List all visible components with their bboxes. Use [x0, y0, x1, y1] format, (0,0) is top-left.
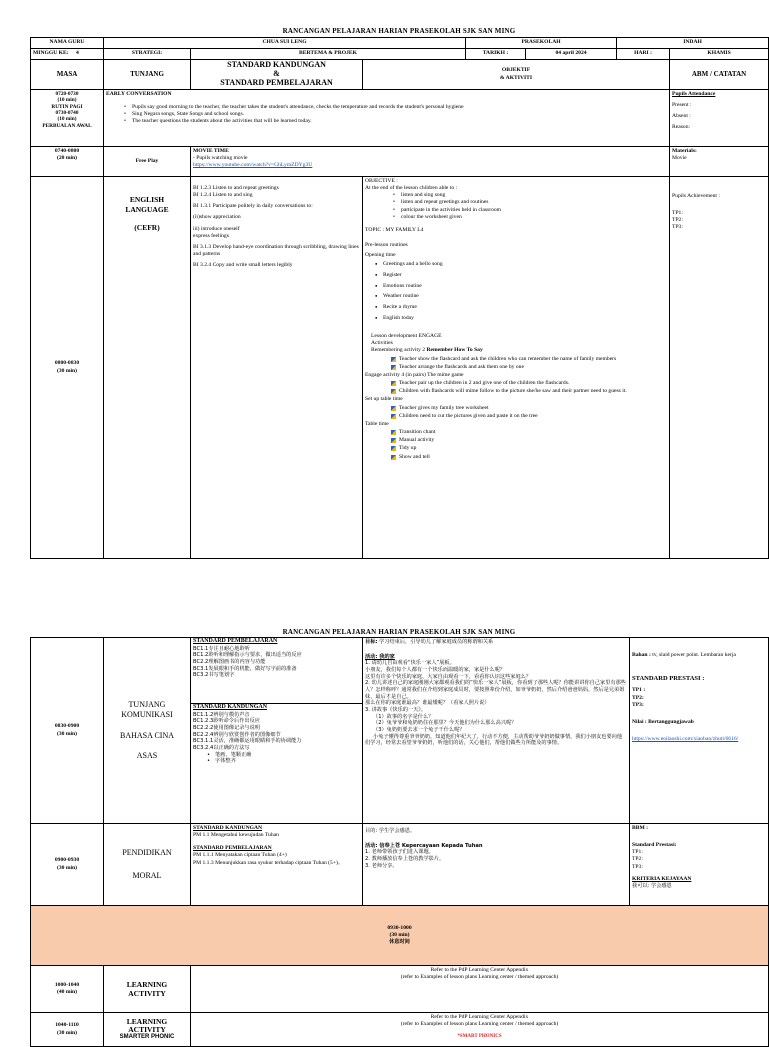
- col-objektif-l1: OBJEKTIF: [501, 67, 531, 74]
- materials-title: Materials:: [672, 148, 697, 154]
- header-row-2: [31, 49, 769, 60]
- attendance-absent: Absent :: [672, 113, 691, 120]
- chinese-time-cell: [31, 638, 104, 824]
- moral-row: [31, 824, 769, 906]
- date-value: 04 april 2024: [526, 49, 617, 60]
- moral-sp-item: PM 1.1.1 Menyatakan ciptaan Tuhan (4+): [193, 852, 287, 859]
- chinese-sk-block: [191, 703, 362, 765]
- english-standard: (ii)show appreciation: [193, 214, 241, 221]
- chinese-reference-link[interactable]: https://www.eoilaoshi.com/xiaoban/zhuti/6616/: [632, 736, 739, 743]
- chinese-sk-bullets: [193, 752, 360, 765]
- chinese-nilai: Nilai : Bertanggungjawab: [632, 718, 694, 725]
- strategy-value: BERTEMA & PROJEK: [191, 49, 466, 60]
- rest-row: [31, 906, 769, 966]
- table-time-list: [365, 429, 667, 461]
- col-standard: [191, 60, 363, 90]
- early-items: [106, 104, 667, 125]
- engage4-item: Teacher pair up the children in 2 and give one of the children the flashcards.: [365, 380, 667, 387]
- chinese-goal: [365, 639, 627, 646]
- moral-tp3: TP3:: [632, 863, 643, 870]
- freeplay-content: [191, 147, 670, 177]
- header-row-1: [31, 38, 769, 49]
- moral-dur: (30 min): [56, 864, 78, 871]
- remember-heading: [365, 347, 667, 354]
- learning1-tunjang: [104, 966, 191, 1013]
- opening-item: ● English today: [365, 313, 667, 324]
- learning-activity-row-1: [31, 966, 769, 1013]
- chinese-act-line: 那么在你的家庭谁最高？谁最矮呢？（看家人照片说）: [365, 700, 490, 707]
- remember-list: [365, 356, 667, 371]
- learning2-tunjang: [104, 1013, 191, 1047]
- freeplay-tunjang: Free Play: [104, 147, 191, 177]
- pre-lesson: Pre-lesson routines: [365, 242, 408, 249]
- moral-sp-title: STANDARD PEMBELAJARAN: [193, 845, 272, 852]
- chinese-tunjang-l4: ASAS: [136, 750, 158, 760]
- chinese-goal-label: 目标:: [365, 639, 378, 645]
- chinese-bahan-label: Bahan :: [632, 652, 651, 658]
- chinese-sk-bullet: • 笔画、笔顺正确: [201, 752, 360, 759]
- learning1-line1: Refer to the PdP Learning Center Appendix: [430, 967, 529, 973]
- moral-sp: Standard Prestasi:: [632, 842, 677, 849]
- chinese-time: 0830-0900: [54, 723, 80, 730]
- chinese-sp-item: BC2.2理解图画书的内容与功能: [193, 658, 266, 665]
- chinese-sk-item: BC3.2.4以正确的方法写: [193, 744, 250, 751]
- opening-item: ● Register: [365, 270, 667, 281]
- tp3: TP3:: [672, 224, 683, 231]
- chinese-sk-bullet: • 字体整齐: [201, 758, 360, 765]
- english-standard: BI 3.2.4 Copy and write small letters legibly: [193, 262, 293, 269]
- free-play-row: [31, 147, 769, 177]
- early-time2: 0730-0740: [55, 110, 79, 117]
- chinese-sk-item: BC2.2.4辨别与欣赏创作者的图像细节: [193, 731, 281, 738]
- col-objektif-l2: & AKTIVITI: [499, 74, 533, 81]
- activities-label: Activities: [371, 340, 393, 347]
- english-standard: iii) introduce oneself: [193, 225, 240, 232]
- class-name: INDAH: [617, 38, 769, 49]
- col-objektif: [363, 60, 670, 90]
- early-time-cell: [31, 90, 104, 147]
- remember-item: Teacher arrange the flashcards and ask them one by one: [365, 364, 667, 371]
- moral-time-cell: [31, 824, 104, 906]
- opening-item: ● Weather routine: [365, 291, 667, 302]
- freeplay-time: 0740-0800: [54, 148, 80, 154]
- lesson-plan-table-2: [30, 637, 769, 1047]
- chinese-tp2: TP2:: [632, 694, 644, 701]
- chinese-act-line: 2. 幼儿讲述自己的家庭刚刚大家都观看我们的“快乐一家人”展板，你看到了那些人呢？你能讲讲你自己家里有那些人？怎样称呼？通常我们在介绍到家庭成员时，要按照辈份介绍，如爷爷奶奶，然后介绍爸爸妈妈，然后是兄弟姐妹，最后才是自己。: [365, 680, 626, 700]
- engage4-list: [365, 380, 667, 395]
- date-label: TARIKH :: [466, 49, 526, 60]
- table-time-item: Transition chant: [365, 429, 667, 436]
- learning2-tunjang-l1: LEARNING: [126, 1016, 168, 1026]
- lesson-development: Lesson development ENGAGE: [371, 333, 442, 340]
- table-time: Table time: [365, 420, 389, 427]
- teacher-name: CHUA SUI LENG: [104, 38, 466, 49]
- table-time-item: Manual activity: [365, 437, 667, 444]
- tp2: TP2:: [672, 217, 683, 224]
- strategy-label: STRATEGI:: [104, 49, 191, 60]
- english-achievement: [670, 177, 769, 559]
- opening-item: ● Greetings and a hello song: [365, 259, 667, 270]
- english-activities: [363, 177, 670, 559]
- chinese-act-line: 3. 讲故事《快乐的一天》。: [365, 706, 427, 713]
- rest-cell: [31, 906, 769, 966]
- learning2-time-cell: [31, 1013, 104, 1047]
- chinese-sp-item: BC3.2书写笔划字: [193, 672, 235, 679]
- moral-time: 0900-0930: [54, 857, 80, 864]
- chinese-act-line: （1）故事的名字是什么？: [373, 713, 434, 720]
- col-standard-l1: STANDARD KANDUNGAN: [227, 60, 326, 70]
- remember-bold: Remember How To Say: [426, 347, 483, 354]
- chinese-act-line: 1. 请幼儿自由观看“快乐一家人”展板。: [365, 660, 455, 667]
- learning1-time: 1000-1040: [54, 981, 80, 988]
- early-item: • Sing Negara songs, State Songs and school songs.: [118, 111, 667, 118]
- chinese-notes: [630, 638, 769, 824]
- chinese-act-line: （2）兔爷爷和兔奶奶住在那里？今天他们为什么那么高兴呢？: [373, 720, 517, 727]
- chinese-activities: [363, 638, 630, 824]
- chinese-dur: (30 min): [56, 730, 78, 737]
- learning1-dur: (40 min): [56, 989, 78, 995]
- col-standard-l3: STANDARD PEMBELAJARAN: [220, 77, 333, 87]
- english-dur: (30 min): [56, 367, 78, 374]
- chinese-bahan-text: tv, slaid power point. Lembaran kerja: [652, 652, 736, 658]
- moral-act-item: 1. 老师带领孩子们进入课题。: [365, 849, 434, 856]
- chinese-sp-title: STANDARD PEMBELAJARAN: [193, 638, 278, 644]
- moral-notes: [630, 824, 769, 906]
- chinese-sp-item: BC1.2聆听和理解指示与要求，做出适当的反应: [193, 652, 302, 659]
- chinese-sp: STANDARD PRESTASI :: [632, 675, 705, 683]
- objective-title: OBJECTIVE :: [365, 178, 398, 184]
- lesson-plan-page-1: [30, 27, 768, 559]
- week-label: MINGGU KE:: [33, 50, 69, 57]
- materials-value: Movie: [672, 155, 687, 162]
- english-standard: BI 3.1.3 Develop hand-eye coordination through scribbling, drawing lines and patterns: [193, 243, 359, 258]
- early-heading: EARLY CONVERSATION: [106, 91, 172, 97]
- freeplay-movie-link[interactable]: https://www.youtube.com/watch?v=GhLymZDYg3U: [193, 162, 313, 169]
- opening-item: ● Emotions routine: [365, 281, 667, 292]
- table-time-item: Tidy up: [365, 445, 667, 452]
- smart-phonics-note: *SMART PHONICS: [457, 1034, 502, 1040]
- moral-act-title: 信奉上苍 Kepercayaan Kepada Tuhan: [379, 842, 483, 849]
- chinese-sk-item: BC1.1.2辨别与模仿声音: [193, 711, 250, 718]
- col-tunjang: TUNJANG: [104, 60, 191, 90]
- remember-prefix: Remembering activity 2: [371, 347, 427, 354]
- chinese-tp3: TP3:: [632, 701, 644, 708]
- freeplay-desc: - Pupils watching movie: [193, 155, 248, 162]
- table-setup-list: [365, 405, 667, 420]
- early-item: • Pupils say good morning to the teacher, the teacher takes the student's attendance, checks the temperature and records the student's personal hygiene: [118, 104, 667, 111]
- moral-tp1: TP1:: [632, 849, 643, 856]
- col-masa: MASA: [31, 60, 104, 90]
- chinese-act-line: 小兔子懂得尊重爷爷奶奶，知道他们年纪大了，行动不方便，主动帮助爷爷奶奶做事情，我们小朋友也要向他们学习，经常去看望爷爷奶奶，听他们的话，关心他们，帮他们做些力所能及的事情。: [365, 733, 623, 747]
- learning1-tunjang-l2: ACTIVITY: [128, 989, 166, 998]
- chinese-act-line: 这里有许多个快乐的家庭，大家自由观看一下，看看你认识这些家庭么？: [365, 673, 532, 680]
- chinese-tp1: TP1 :: [632, 687, 646, 694]
- attendance-cell: [670, 90, 769, 147]
- english-row: [31, 177, 769, 559]
- chinese-sk-item: BC1.2.3聆听命令后作出反应: [193, 718, 260, 725]
- moral-sk-item: PM 1.1 Mengetahui kewujudan Tuhan: [193, 832, 279, 839]
- objective-list: [365, 192, 667, 221]
- moral-sp-item: PM 1.1.3 Menunjukkan rasa syukur terhadap ciptaan Tuhan (5+)。: [193, 859, 344, 866]
- lesson-plan-table: [30, 37, 769, 559]
- english-time: 0800-0830: [54, 360, 80, 367]
- chinese-sp-item: BC1.1专注且耐心地聆听: [193, 645, 250, 652]
- objective-item: • participate in the activities held in classroom: [387, 207, 667, 214]
- early-content: [104, 90, 670, 147]
- english-standards: [191, 177, 363, 559]
- attendance-present: Present :: [672, 102, 692, 109]
- chinese-tunjang-l1: TUNJANG: [128, 699, 166, 709]
- english-standard: express feelings: [193, 232, 229, 239]
- learning2-content: [191, 1013, 769, 1047]
- freeplay-materials: [670, 147, 769, 177]
- rest-time: 0930-1000: [387, 925, 412, 932]
- moral-kriteria: KRITERIA KEJAYAAN: [632, 875, 692, 882]
- chinese-act-line: （3）兔奶奶要去求一个兔子干什么呢？: [373, 726, 465, 733]
- tp1: TP1:: [672, 210, 683, 217]
- objective-item: • listen and sing song: [387, 192, 667, 199]
- chinese-standards: [191, 638, 363, 824]
- freeplay-dur: (20 min): [56, 155, 78, 162]
- attendance-title: Pupils Attendance: [672, 91, 716, 97]
- week-cell: [31, 49, 104, 60]
- chinese-tunjang-l2: KOMUNIKASI: [121, 710, 173, 720]
- english-tunjang-l3: (CEFR): [134, 223, 160, 233]
- english-tunjang-l1: ENGLISH: [129, 195, 165, 204]
- chinese-sk-title: STANDARD KANDUNGAN: [193, 703, 268, 710]
- english-standard: BI 1.3.1 Participate politely in daily conversations to:: [193, 203, 313, 210]
- moral-bbm: BBM :: [632, 825, 649, 831]
- objective-intro: At the end of the lesson children able to :: [365, 185, 458, 192]
- learning2-line2: (refer to Examples of lesson plans Learning center / themed approach): [400, 1021, 559, 1028]
- chinese-act-label: 活动: 我的家: [365, 653, 395, 660]
- freeplay-time-cell: [31, 147, 104, 177]
- week-value: 4: [76, 50, 79, 57]
- day-value: KHAMIS: [670, 49, 769, 60]
- remember-item: Teacher show the flashcard and ask the children who can remember the name of family members: [365, 356, 667, 363]
- moral-standards: [191, 824, 363, 906]
- english-tunjang: [104, 177, 191, 559]
- chinese-sp-item: BC3.1发展眼和手的机能，做好写字前的准备: [193, 665, 297, 672]
- rest-label: 休息时间: [389, 939, 410, 946]
- moral-tunjang: [104, 824, 191, 906]
- learning1-line2: (refer to Examples of lesson plans Learning center / themed approach): [400, 974, 559, 981]
- early-name2: PERBUALAN AWAL: [42, 122, 92, 129]
- moral-kriteria-zh: 我可以: 学会感恩: [632, 882, 672, 889]
- learning1-content: [191, 966, 769, 1013]
- opening-time: Opening time: [365, 252, 396, 259]
- table-setup: Set up table time: [365, 396, 403, 403]
- engage-activity-4: Engage activity 4 (in pairs) The mime game: [365, 371, 464, 378]
- day-label: HARI :: [617, 49, 670, 60]
- table-time-item: Show and tell: [365, 454, 667, 461]
- chinese-bahan: [632, 652, 766, 659]
- learning-activity-row-2: [31, 1013, 769, 1047]
- learning2-dur: (30 min): [56, 1029, 78, 1036]
- col-standard-l2: &: [273, 69, 280, 79]
- chinese-goal-text: 学习结束后，引导幼儿了解家庭成员的称谓和关系: [379, 639, 494, 645]
- english-time-cell: [31, 177, 104, 559]
- chinese-sk-item: BC2.2.2使用图像记录与说明: [193, 724, 260, 731]
- early-item: • The teacher questions the students about the activities that will be learned today.: [118, 118, 667, 125]
- prasekolah-label: PRASEKOLAH: [466, 38, 617, 49]
- early-dur1: (10 min): [57, 97, 77, 104]
- moral-tp2: TP2:: [632, 856, 643, 863]
- chinese-act-line: 小朋友，我们每个人都有一个快乐而温暖的家，家是什么呢？: [365, 666, 506, 673]
- english-standard: BI 1.2.4 Listen to and sing: [193, 192, 253, 199]
- lesson-plan-page-2: [30, 628, 768, 1047]
- col-abm: ABM / CATATAN: [670, 60, 769, 90]
- achievement-title: Pupils Achievement :: [672, 193, 720, 199]
- early-dur2: (10 min): [57, 116, 77, 123]
- moral-act-label: 活动:: [365, 842, 378, 849]
- opening-item: ● Recite a rhyme: [365, 302, 667, 313]
- attendance-reason: Reason:: [672, 124, 691, 131]
- rest-dur: (30 min): [389, 932, 410, 939]
- chinese-tunjang-l3: BAHASA CINA: [119, 730, 174, 740]
- early-time1: 0720-0730: [55, 91, 79, 97]
- learning2-tunjang-l3: SMARTER PHONIC: [119, 1034, 175, 1041]
- english-tunjang-l2: LANGUAGE: [125, 205, 169, 215]
- moral-act-item: 3. 老师分享。: [365, 862, 398, 869]
- chinese-sp-list: [191, 646, 362, 679]
- learning2-time: 1040-1110: [55, 1022, 79, 1029]
- engage4-item: Children with flashcards will mime follow to the picture she/he saw and their partner need to guess it.: [365, 388, 667, 395]
- learning2-line1: Refer to the PdP Learning Center Appendix: [430, 1014, 529, 1020]
- nama-guru-label: NAMA GURU: [31, 38, 104, 49]
- early-name1: RUTIN PAGI: [51, 103, 83, 110]
- early-conversation-row: [31, 90, 769, 147]
- learning1-time-cell: [31, 966, 104, 1013]
- learning2-tunjang-l2: ACTIVITY: [128, 1025, 166, 1035]
- opening-list: [365, 259, 667, 323]
- moral-activities: [363, 824, 630, 906]
- moral-tunjang-l1: PENDIDIKAN: [122, 848, 172, 858]
- english-standard: BI 1.2.3 Listen to and repeat greetings: [193, 185, 279, 191]
- table-setup-item: Children need to cut the pictures given and paste it on the tree: [365, 413, 667, 420]
- learning1-tunjang-l1: LEARNING: [126, 980, 168, 989]
- lesson-topic: TOPIC : MY FAMILY L4: [365, 226, 424, 233]
- moral-sk-title: STANDARD KANDUNGAN: [193, 825, 263, 831]
- moral-tunjang-l2: MORAL: [132, 870, 162, 880]
- freeplay-heading: MOVIE TIME: [193, 148, 229, 154]
- moral-act-item: 2. 教师播放信奉上苍的教学影片。: [365, 855, 445, 862]
- chinese-row: [31, 638, 769, 824]
- page-title: RANCANGAN PELAJARAN HARIAN PRASEKOLAH SJK SAN MING: [282, 27, 516, 35]
- moral-goal: 目的: 学生学会感恩。: [365, 828, 416, 834]
- table-setup-item: Teacher gives my family tree worksheet: [365, 405, 667, 412]
- page-title-2: RANCANGAN PELAJARAN HARIAN PRASEKOLAH SJK SAN MING: [282, 628, 516, 636]
- objective-item: • listen and repeat greetings and routines: [387, 199, 667, 206]
- chinese-sk-item: BC3.1.1灵活，准确都运用眼睛和手的协调能力: [193, 738, 302, 745]
- column-headers: [31, 60, 769, 90]
- objective-item: • colour the worksheet given: [387, 214, 667, 221]
- chinese-tunjang: [104, 638, 191, 824]
